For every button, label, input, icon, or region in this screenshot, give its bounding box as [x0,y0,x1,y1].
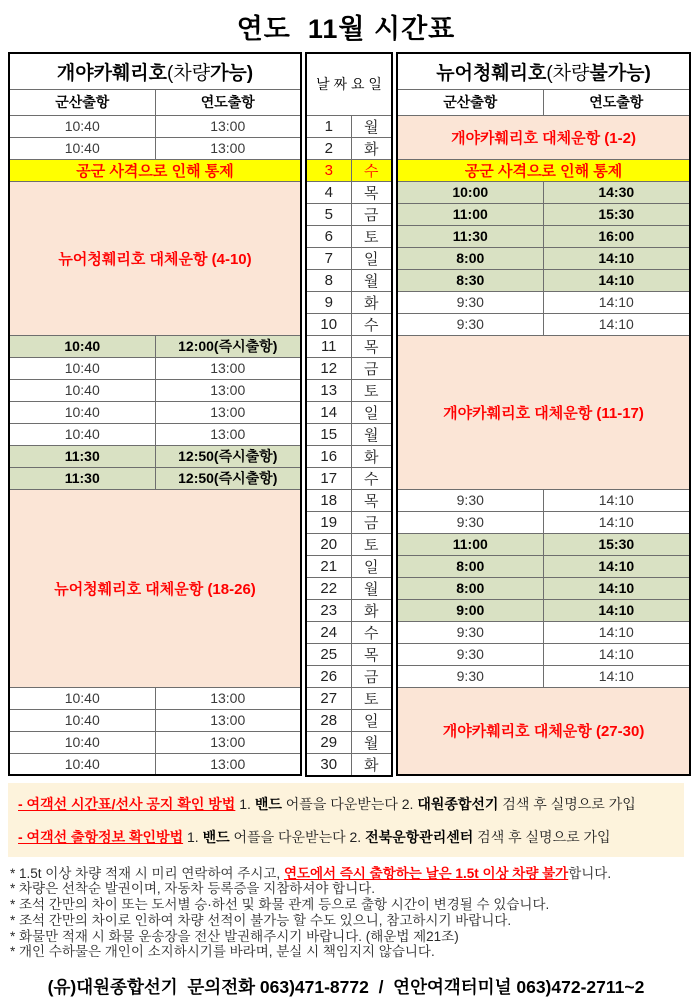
notice-row [9,489,301,511]
right-yeondo-departure-header: 연도출항 [543,89,690,115]
yeondo-departure-time: 13:00 [155,137,301,159]
yeondo-departure-time: 14:10 [543,313,690,335]
gunsan-departure-time: 10:40 [9,137,155,159]
timetable-row [9,423,301,445]
day-cell: 목 [351,181,392,203]
notice-cell: 공군 사격으로 인해 통제 [9,159,301,181]
band-note-text: 1. [239,795,255,812]
date-day-header: 날 짜 요 일 [306,53,392,115]
date-cell: 24 [306,621,351,643]
yeondo-departure-time: 14:10 [543,247,690,269]
yeondo-departure-time: 12:00(즉시출항) [155,335,301,357]
yeondo-departure-time: 13:00 [155,401,301,423]
date-row [306,467,392,489]
yeondo-departure-time: 13:00 [155,115,301,137]
band-note-text: 검색 후 실명으로 가입 [498,795,636,812]
day-cell: 목 [351,643,392,665]
band-note-text: 어플을 다운받는다 2. [281,795,418,812]
date-cell: 29 [306,731,351,753]
day-cell: 월 [351,731,392,753]
date-row [306,753,392,776]
timetable-row [9,401,301,423]
day-cell: 수 [351,159,392,181]
gunsan-departure-time: 10:40 [9,115,155,137]
band-note-text: 어플을 다운받는다 2. [229,828,366,845]
gunsan-departure-time: 9:00 [397,599,543,621]
notice-row [9,181,301,203]
band-note-text: 1. [187,828,203,845]
right-section-title [397,53,690,89]
yeondo-departure-time: 13:00 [155,709,301,731]
date-cell: 28 [306,709,351,731]
date-cell: 11 [306,335,351,357]
footnote-line: * 개인 수하물은 개인이 소지하시기를 바라며, 분실 시 책임지지 않습니다. [10,944,435,960]
yeondo-departure-time: 16:00 [543,225,690,247]
gunsan-departure-time: 11:30 [9,467,155,489]
day-cell: 금 [351,357,392,379]
day-cell: 금 [351,203,392,225]
band-note-keyword: 전북운항관리센터 [365,828,474,845]
left-vehicle-note-bold: 가능) [210,62,254,84]
day-cell: 일 [351,709,392,731]
date-cell: 16 [306,445,351,467]
date-row [306,137,392,159]
date-row [306,687,392,709]
day-cell: 일 [351,401,392,423]
date-row [306,159,392,181]
gunsan-departure-time: 8:30 [397,269,543,291]
yeondo-departure-time: 15:30 [543,203,690,225]
yeondo-departure-time: 12:50(즉시출항) [155,467,301,489]
date-day-header-row [306,53,392,89]
gunsan-departure-time: 8:00 [397,555,543,577]
notice-row [397,159,690,181]
gunsan-departure-time: 10:40 [9,379,155,401]
band-note-line [18,794,674,814]
right-ferry-section [396,52,691,776]
date-row [306,533,392,555]
timetable-row [397,577,690,599]
left-yeondo-departure-header: 연도출항 [155,89,301,115]
day-cell: 토 [351,225,392,247]
timetable-row [9,357,301,379]
yeondo-departure-time: 14:10 [543,643,690,665]
timetable-row [397,489,690,511]
gunsan-departure-time: 10:40 [9,401,155,423]
date-cell: 14 [306,401,351,423]
yeondo-departure-time: 14:10 [543,511,690,533]
timetable-row [9,731,301,753]
day-cell: 토 [351,379,392,401]
right-vehicle-note-bold: 불가능) [589,62,651,84]
band-note-heading: - 여객선 출항정보 확인방법 [18,828,184,845]
date-cell: 22 [306,577,351,599]
day-cell: 화 [351,137,392,159]
date-row [306,181,392,203]
yeondo-departure-time: 14:10 [543,665,690,687]
timetable-row [9,709,301,731]
notice-row [397,115,690,137]
band-note-line [18,827,674,847]
band-note-keyword: 대원종합선기 [417,795,499,812]
date-row [306,555,392,577]
date-row [306,247,392,269]
day-cell: 월 [351,577,392,599]
day-cell: 수 [351,467,392,489]
yeondo-departure-time: 14:10 [543,489,690,511]
yeondo-departure-time: 13:00 [155,753,301,775]
timetable-row [397,555,690,577]
yeondo-departure-time: 13:00 [155,379,301,401]
date-row [306,357,392,379]
date-row [306,313,392,335]
timetable-row [397,621,690,643]
gunsan-departure-time: 10:40 [9,731,155,753]
timetable-row [397,247,690,269]
date-row [306,621,392,643]
yeondo-departure-time: 15:30 [543,533,690,555]
notice-row [397,687,690,709]
timetable-row [9,753,301,775]
notice-row [9,159,301,181]
date-cell: 13 [306,379,351,401]
day-cell: 화 [351,291,392,313]
day-cell: 수 [351,621,392,643]
date-cell: 9 [306,291,351,313]
footnote-line: * 차량은 선착순 발권이며, 자동차 등록증을 지참하셔야 합니다. [10,881,376,897]
right-ship-name: 뉴어청훼리호 [436,62,547,84]
date-row [306,511,392,533]
timetable-tables [8,52,684,777]
gunsan-departure-time: 9:30 [397,665,543,687]
date-cell: 7 [306,247,351,269]
gunsan-departure-time: 10:40 [9,423,155,445]
gunsan-departure-time: 9:30 [397,621,543,643]
date-cell: 2 [306,137,351,159]
timetable-row [397,291,690,313]
band-notice-box [8,783,684,857]
date-row [306,335,392,357]
yeondo-departure-time: 13:00 [155,687,301,709]
day-cell: 토 [351,687,392,709]
notice-cell: 개야카훼리호 대체운항 (11-17) [397,335,690,489]
timetable-row [397,269,690,291]
notice-cell: 개야카훼리호 대체운항 (1-2) [397,115,690,159]
date-cell: 8 [306,269,351,291]
date-row [306,423,392,445]
date-cell: 20 [306,533,351,555]
date-day-section [305,52,393,777]
date-cell: 21 [306,555,351,577]
notice-cell: 뉴어청훼리호 대체운항 (4-10) [9,181,301,335]
timetable-row [397,203,690,225]
gunsan-departure-time: 9:30 [397,511,543,533]
timetable-row [397,313,690,335]
footnotes [10,866,682,961]
notice-cell: 뉴어청훼리호 대체운항 (18-26) [9,489,301,687]
band-note-text: 검색 후 실명으로 가입 [473,828,611,845]
timetable-row [9,379,301,401]
gunsan-departure-time: 11:30 [397,225,543,247]
contact-line: (유)대원종합선기 문의전화 063)471-8772 / 연안여객터미널 063)472-2711~2 [47,977,645,998]
day-cell: 월 [351,423,392,445]
gunsan-departure-time: 10:40 [9,709,155,731]
date-row [306,203,392,225]
timetable-row [397,599,690,621]
day-cell: 목 [351,335,392,357]
date-row [306,643,392,665]
day-cell: 목 [351,489,392,511]
notice-row [397,335,690,357]
yeondo-departure-time: 14:10 [543,577,690,599]
yeondo-departure-time: 14:10 [543,291,690,313]
gunsan-departure-time: 10:40 [9,753,155,775]
date-cell: 18 [306,489,351,511]
date-row [306,401,392,423]
date-cell: 27 [306,687,351,709]
day-cell: 월 [351,269,392,291]
gunsan-departure-time: 8:00 [397,247,543,269]
gunsan-departure-time: 10:40 [9,335,155,357]
yeondo-departure-time: 12:50(즉시출항) [155,445,301,467]
right-vehicle-note: (차량 [546,62,590,84]
timetable-row [397,225,690,247]
day-cell: 금 [351,665,392,687]
left-gunsan-departure-header: 군산출항 [9,89,155,115]
day-cell: 금 [351,511,392,533]
date-cell: 17 [306,467,351,489]
gunsan-departure-time: 11:00 [397,203,543,225]
gunsan-departure-time: 11:00 [397,533,543,555]
yeondo-departure-time: 14:10 [543,555,690,577]
yeondo-departure-time: 14:10 [543,621,690,643]
right-gunsan-departure-header: 군산출항 [397,89,543,115]
date-cell: 15 [306,423,351,445]
gunsan-departure-time: 10:00 [397,181,543,203]
timetable-row [9,137,301,159]
left-vehicle-note: (차량 [167,62,211,84]
date-row [306,445,392,467]
day-cell: 화 [351,445,392,467]
date-row [306,577,392,599]
yeondo-departure-time: 13:00 [155,731,301,753]
date-row [306,731,392,753]
date-cell: 25 [306,643,351,665]
band-note-heading: - 여객선 시간표/선사 공지 확인 방법 [18,795,236,812]
notice-cell: 개야카훼리호 대체운항 (27-30) [397,687,690,775]
timetable-row [9,335,301,357]
date-cell: 6 [306,225,351,247]
yeondo-departure-time: 14:10 [543,269,690,291]
date-cell: 23 [306,599,351,621]
date-row [306,379,392,401]
date-row [306,291,392,313]
band-note-keyword: 밴드 [202,828,230,845]
timetable-row [9,115,301,137]
timetable-row [9,467,301,489]
right-section-header-row [397,53,690,89]
date-cell: 1 [306,115,351,137]
gunsan-departure-time: 9:30 [397,291,543,313]
date-row [306,115,392,137]
day-cell: 토 [351,533,392,555]
day-cell: 일 [351,555,392,577]
gunsan-departure-time: 9:30 [397,643,543,665]
day-cell: 월 [351,115,392,137]
timetable-row [9,687,301,709]
date-cell: 30 [306,753,351,776]
gunsan-departure-time: 9:30 [397,489,543,511]
footnote-line: * 1.5t 이상 차량 적재 시 미리 연락하여 주시고, 연도에서 즉시 출항하는 날은 1.5t 이상 차량 불가합니다. [10,865,612,881]
footnote-line: * 조석 간만의 차이로 인하여 차량 선적이 불가능 할 수도 있으니, 참고하시기 바랍니다. [10,912,512,928]
yeondo-departure-time: 13:00 [155,357,301,379]
date-cell: 26 [306,665,351,687]
footnote-line: * 화물만 적재 시 화물 운송장을 전산 발권해주시기 바랍니다. (해운법 제21조) [10,928,459,944]
date-row [306,599,392,621]
day-cell: 화 [351,599,392,621]
left-section-header-row [9,53,301,89]
date-cell: 3 [306,159,351,181]
day-cell: 화 [351,753,392,776]
left-ship-name: 개야카훼리호 [56,62,168,84]
notice-cell: 공군 사격으로 인해 통제 [397,159,690,181]
date-row [306,489,392,511]
date-cell: 5 [306,203,351,225]
gunsan-departure-time: 10:40 [9,687,155,709]
timetable-row [9,445,301,467]
gunsan-departure-time: 8:00 [397,577,543,599]
gunsan-departure-time: 9:30 [397,313,543,335]
page-title: 연도 11월 시간표 [236,14,456,44]
left-section-title [9,53,301,89]
timetable-row [397,181,690,203]
gunsan-departure-time: 11:30 [9,445,155,467]
timetable-row [397,533,690,555]
date-row [306,709,392,731]
footnote-line: * 조석 간만의 차이 또는 도서별 승·하선 및 화물 관계 등으로 출항 시간이 변경될 수 있습니다. [10,897,550,913]
band-note-keyword: 밴드 [254,795,282,812]
left-ferry-section [8,52,302,776]
timetable-row [397,511,690,533]
day-cell: 일 [351,247,392,269]
date-cell: 12 [306,357,351,379]
restriction-highlight: 연도에서 즉시 출항하는 날은 1.5t 이상 차량 불가 [283,865,569,881]
right-column-header-row [397,89,690,115]
yeondo-departure-time: 14:30 [543,181,690,203]
date-cell: 4 [306,181,351,203]
date-cell: 10 [306,313,351,335]
timetable-row [397,665,690,687]
timetable-row [397,643,690,665]
date-row [306,225,392,247]
date-row [306,269,392,291]
date-row [306,665,392,687]
left-column-header-row [9,89,301,115]
yeondo-departure-time: 13:00 [155,423,301,445]
yeondo-departure-time: 14:10 [543,599,690,621]
day-cell: 수 [351,313,392,335]
date-cell: 19 [306,511,351,533]
gunsan-departure-time: 10:40 [9,357,155,379]
